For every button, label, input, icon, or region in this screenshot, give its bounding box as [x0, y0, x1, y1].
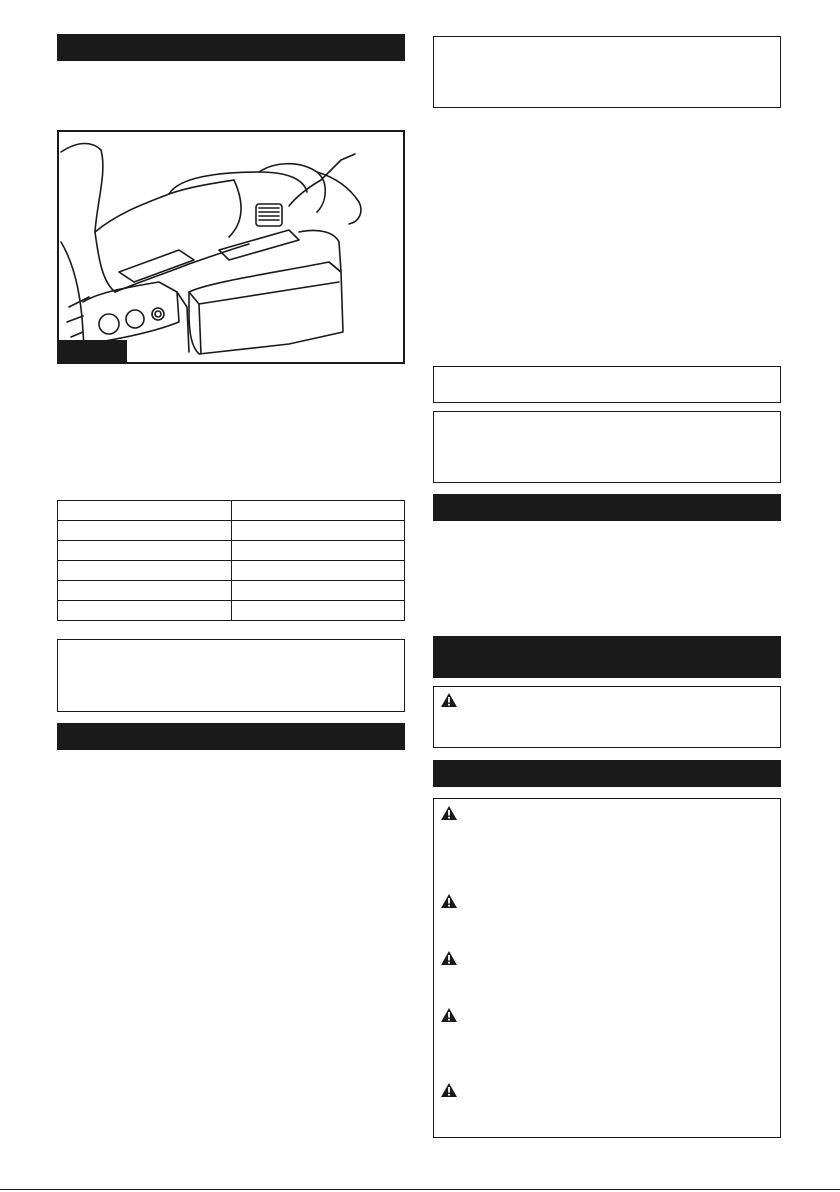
tool-illustration-icon — [59, 132, 403, 362]
warning-triangle-icon — [441, 951, 457, 970]
warning-triangle-icon — [441, 693, 457, 712]
section-header-bar — [433, 636, 781, 678]
note-box — [433, 36, 781, 108]
tool-figure — [57, 130, 405, 364]
section-header-bar — [57, 723, 405, 750]
warning-box — [433, 798, 781, 1138]
spec-table — [57, 500, 405, 621]
warning-triangle-icon — [441, 1008, 457, 1027]
table-row — [58, 561, 405, 581]
warning-triangle-icon — [441, 1083, 457, 1102]
figure-label-tab — [59, 340, 127, 362]
table-row — [58, 581, 405, 601]
section-header-bar — [433, 494, 781, 521]
page-bottom-rule — [0, 1189, 840, 1190]
table-row — [58, 521, 405, 541]
table-row — [58, 501, 405, 521]
warning-triangle-icon — [441, 894, 457, 913]
note-box — [433, 366, 781, 403]
table-row — [58, 541, 405, 561]
warning-triangle-icon — [441, 806, 457, 825]
note-box — [57, 639, 405, 712]
note-box — [433, 411, 781, 483]
section-header-bar — [57, 34, 405, 61]
warning-box — [433, 686, 781, 748]
table-row — [58, 601, 405, 621]
section-header-bar — [433, 760, 781, 787]
